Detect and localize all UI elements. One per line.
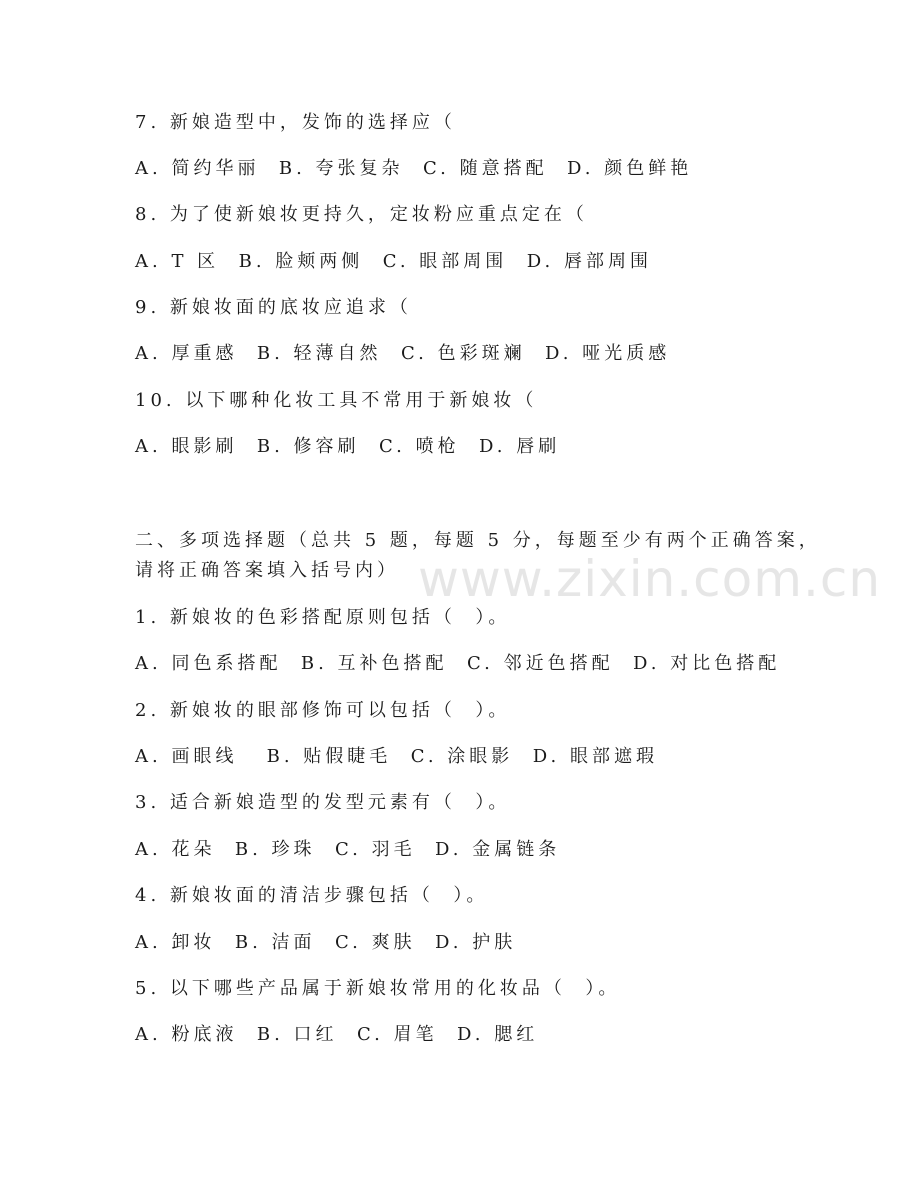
question-8: 8. 为了使新娘妆更持久，定妆粉应重点定在（	[135, 204, 588, 225]
question-10-options: A. 眼影刷 B. 修容刷 C. 喷枪 D. 唇刷	[135, 436, 561, 457]
question-7-options: A. 简约华丽 B. 夸张复杂 C. 随意搭配 D. 颜色鲜艳	[135, 158, 693, 179]
multi-question-5: 5. 以下哪些产品属于新娘妆常用的化妆品（ ）。	[135, 978, 621, 999]
question-9: 9. 新娘妆面的底妆应追求（	[135, 297, 412, 318]
multi-question-2: 2. 新娘妆的眼部修饰可以包括（ ）。	[135, 700, 511, 721]
multi-question-4-options: A. 卸妆 B. 洁面 C. 爽肤 D. 护肤	[135, 932, 517, 953]
question-8-options: A. T 区 B. 脸颊两侧 C. 眼部周围 D. 唇部周围	[135, 251, 652, 272]
section-heading-line2: 请将正确答案填入括号内）	[135, 560, 399, 581]
multi-question-3: 3. 适合新娘造型的发型元素有（ ）。	[135, 792, 511, 813]
section-heading-line1: 二、多项选择题（总共 5 题，每题 5 分，每题至少有两个正确答案，	[135, 530, 821, 551]
question-9-options: A. 厚重感 B. 轻薄自然 C. 色彩斑斓 D. 哑光质感	[135, 343, 671, 364]
watermark: www.zixin.com.cn	[418, 550, 882, 608]
multi-question-3-options: A. 花朵 B. 珍珠 C. 羽毛 D. 金属链条	[135, 839, 561, 860]
multi-question-4: 4. 新娘妆面的清洁步骤包括（ ）。	[135, 885, 489, 906]
multi-question-1-options: A. 同色系搭配 B. 互补色搭配 C. 邻近色搭配 D. 对比色搭配	[135, 653, 781, 674]
multi-question-1: 1. 新娘妆的色彩搭配原则包括（ ）。	[135, 607, 511, 628]
question-7: 7. 新娘造型中，发饰的选择应（	[135, 112, 456, 133]
question-10: 10. 以下哪种化妆工具不常用于新娘妆（	[135, 390, 538, 411]
multi-question-2-options: A. 画眼线 B. 贴假睫毛 C. 涂眼影 D. 眼部遮瑕	[135, 746, 658, 767]
multi-question-5-options: A. 粉底液 B. 口红 C. 眉笔 D. 腮红	[135, 1024, 539, 1045]
